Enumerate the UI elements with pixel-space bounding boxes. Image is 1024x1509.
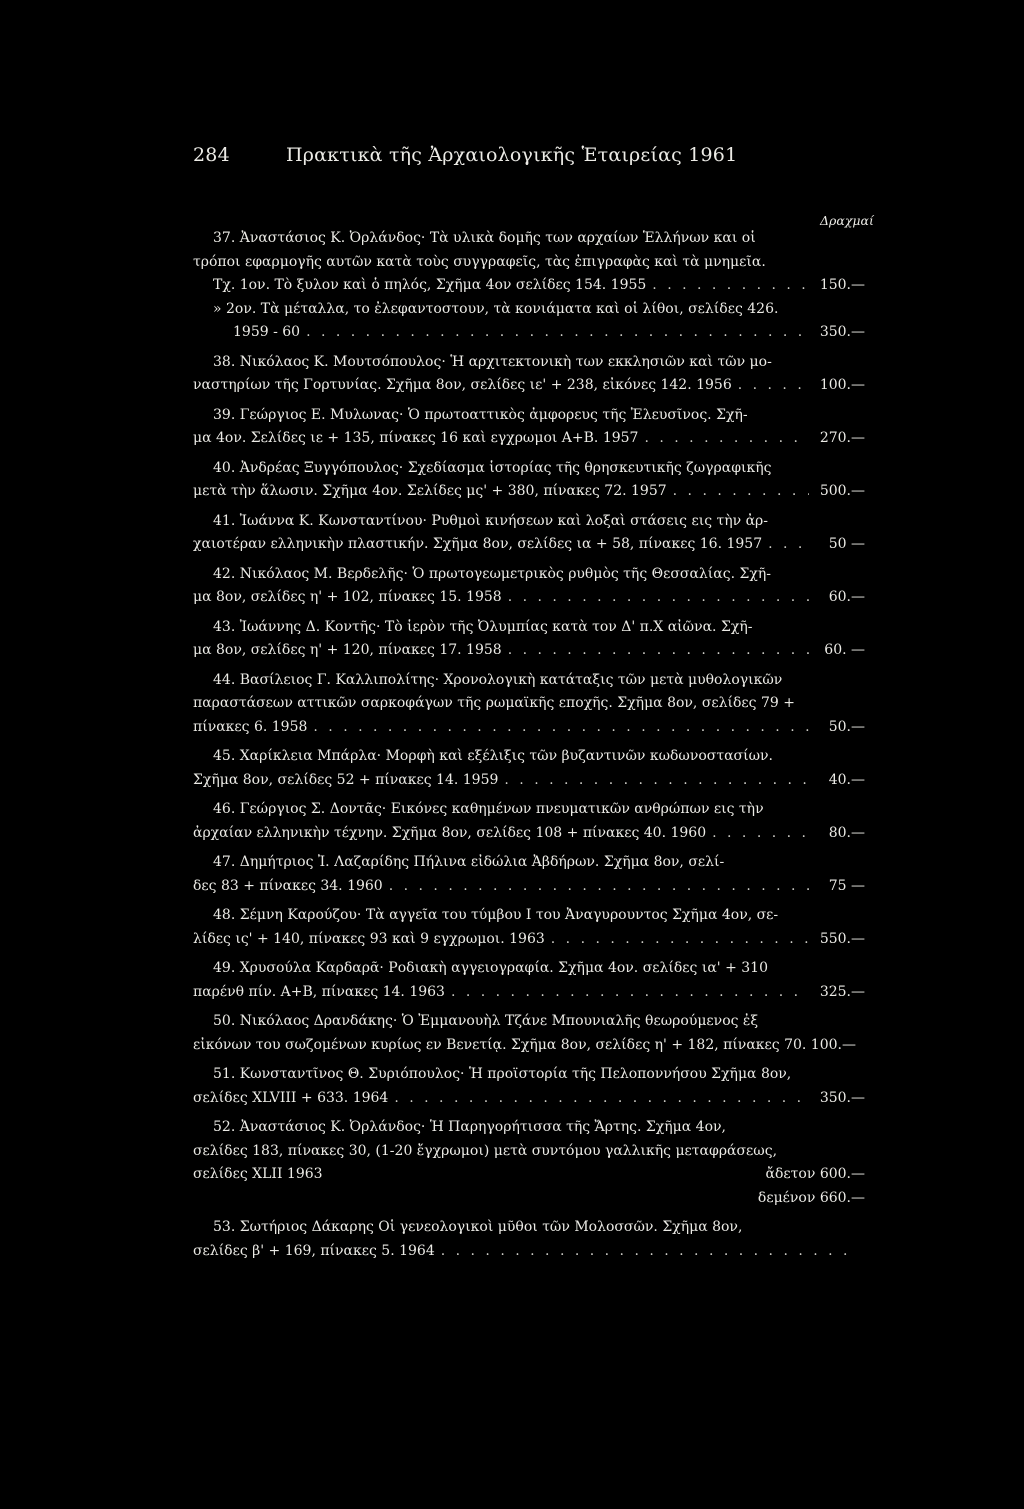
entry-line	[193, 427, 865, 451]
entry-line	[193, 274, 865, 298]
dot-leader	[313, 716, 809, 740]
entry-line	[193, 374, 865, 398]
entry-text: 47. Δημήτριος Ἰ. Λαζαρίδης Πήλινα εἰδώλια Ἀβδήρων. Σχῆμα 8ον, σελί-	[213, 854, 725, 870]
entry-price: 80.—	[828, 824, 865, 841]
catalogue-entry	[193, 1216, 865, 1263]
entry-text: 46. Γεώργιος Σ. Δοντᾶς· Εικόνες καθημένων πνευματικῶν ανθρώπων εις τὴν	[213, 801, 764, 817]
entry-text: 45. Χαρίκλεια Μπάρλα· Μορφὴ καὶ εξέλιξις τῶν βυζαντινῶν κωδωνοστασίων.	[213, 748, 773, 764]
entry-text: δες 83 + πίνακες 34. 1960	[193, 877, 383, 894]
dot-leader	[389, 875, 809, 899]
catalogue-entry	[193, 227, 865, 345]
entry-line	[193, 769, 865, 793]
entry-line	[193, 1010, 865, 1034]
dot-leader	[451, 981, 809, 1005]
entry-line	[193, 822, 865, 846]
entry-line	[193, 227, 865, 251]
entry-text: 37. Ἀναστάσιος Κ. Ὀρλάνδος· Τὰ υλικὰ δομῆς των αρχαίων Ἑλλήνων και οἱ	[213, 230, 756, 246]
entry-line	[193, 404, 865, 428]
dot-leader	[504, 769, 809, 793]
entry-line	[193, 669, 865, 693]
entry-price: 75 —	[828, 877, 865, 894]
entry-line	[193, 510, 865, 534]
entry-text: 42. Νικόλαος Μ. Βερδελῆς· Ὁ πρωτογεωμετρικὸς ρυθμὸς τῆς Θεσσαλίας. Σχῆ-	[213, 565, 771, 582]
entry-text: πίνακες 6. 1958	[193, 718, 308, 735]
entry-text: Σχῆμα 8ον, σελίδες 52 + πίνακες 14. 1959	[193, 771, 499, 788]
entry-text: χαιοτέραν ελληνικὴν πλαστικήν. Σχῆμα 8ον, σελίδες ια + 58, πίνακες 16. 1957	[193, 536, 763, 552]
entry-line	[193, 1187, 865, 1211]
entry-price: 50 —	[828, 536, 865, 552]
entry-text: 48. Σέμνη Καρούζου· Τὰ αγγεῖα του τύμβου Ι του Ἀναγυρουντος Σχῆμα 4ον, σε-	[213, 907, 779, 923]
entry-line	[193, 875, 865, 899]
entry-text: 44. Βασίλειος Γ. Καλλιπολίτης· Χρονολογικὴ κατάταξις τῶν μετὰ μυθολογικῶν	[213, 671, 783, 688]
entry-line	[193, 298, 865, 322]
entry-text: ναστηρίων τῆς Γορτυνίας. Σχῆμα 8ον, σελίδες ιε' + 238, εἰκόνες 142. 1956	[193, 377, 732, 393]
dot-leader	[738, 374, 809, 398]
entry-price: 550.—	[819, 930, 865, 947]
entry-text: 50. Νικόλαος Δρανδάκης· Ὁ Ἐμμανουὴλ Τζάνε Μπουνιαλῆς θεωρούμενος ἐξ	[213, 1013, 759, 1029]
entry-price: 325.—	[819, 983, 865, 1000]
dot-leader	[644, 427, 809, 451]
entry-price: 40.—	[828, 771, 865, 788]
entry-price: 350.—	[819, 1089, 865, 1106]
catalogue-entry	[193, 351, 865, 398]
entry-price: 100.—	[819, 377, 865, 393]
catalogue-entry	[193, 1116, 865, 1210]
entry-line	[193, 745, 865, 769]
entry-text: 49. Χρυσούλα Καρδαρᾶ· Ροδιακὴ αγγειογραφία. Σχῆμα 4ον. σελίδες ια' + 310	[213, 960, 768, 976]
entry-line	[193, 1163, 865, 1187]
entry-text: τρόποι εφαρμογῆς αυτῶν κατὰ τοὺς συγγραφεῖς, τὰς ἐπιγραφὰς καὶ τὰ μνημεῖα.	[193, 253, 766, 270]
catalogue-entry	[193, 616, 865, 663]
entry-price: 500.—	[819, 483, 865, 499]
dot-leader	[508, 639, 809, 663]
entry-line	[193, 1216, 865, 1240]
catalogue-list	[193, 227, 865, 1269]
dot-leader	[673, 480, 809, 504]
entry-text: 41. Ἰωάννα Κ. Κωνσταντίνου· Ρυθμοὶ κινήσεων καὶ λοξαὶ στάσεις εις τὴν ἀρ-	[213, 512, 768, 529]
entry-text: σελίδες XLII 1963	[193, 1166, 323, 1182]
catalogue-entry	[193, 798, 865, 845]
page-number: 284	[193, 144, 230, 166]
entry-line	[193, 563, 865, 587]
entry-price: 60.—	[828, 589, 865, 605]
dot-leader	[551, 928, 809, 952]
entry-line	[193, 851, 865, 875]
catalogue-entry	[193, 669, 865, 740]
entry-text: 52. Ἀναστάσιος Κ. Ὀρλάνδος· Ἡ Παρηγορήτισσα τῆς Ἄρτης. Σχῆμα 4ον,	[213, 1119, 726, 1135]
dot-leader	[441, 1240, 859, 1264]
entry-line	[193, 716, 865, 740]
entry-text: 39. Γεώργιος Ε. Μυλωνας· Ὁ πρωτοαττικὸς ἀμφορευς τῆς Ἐλευσῖνος. Σχῆ-	[213, 406, 748, 423]
dot-leader	[652, 274, 809, 298]
entry-text: Τχ. 1ον. Τὸ ξυλον καὶ ὁ πηλός, Σχῆμα 4ον σελίδες 154. 1955	[213, 277, 647, 293]
entry-line	[193, 798, 865, 822]
catalogue-entry	[193, 851, 865, 898]
entry-text: 53. Σωτήριος Δάκαρης Οἱ γενεολογικοὶ μῦθοι τῶν Μολοσσῶν. Σχῆμα 8ον,	[213, 1219, 743, 1235]
entry-text: 40. Ἀνδρέας Ξυγγόπουλος· Σχεδίασμα ἱστορίας τῆς θρησκευτικῆς ζωγραφικῆς	[213, 459, 772, 476]
entry-price: 60. —	[824, 642, 865, 658]
catalogue-entry	[193, 563, 865, 610]
entry-text: 51. Κωνσταντῖνος Θ. Συριόπουλος· Ἡ προϊστορία τῆς Πελοποννήσου Σχῆμα 8ον,	[213, 1066, 792, 1082]
entry-price: δεμένον 660.—	[757, 1189, 865, 1206]
entry-text: μα 4ον. Σελίδες ιε + 135, πίνακες 16 καὶ εγχρωμοι Α+Β. 1957	[193, 430, 639, 446]
catalogue-entry	[193, 510, 865, 557]
entry-line	[193, 586, 865, 610]
entry-text: σελίδες 183, πίνακες 30, (1-20 ἔγχρωμοι) μετὰ συντόμου γαλλικῆς μεταφράσεως,	[193, 1142, 778, 1159]
entry-text: παρένθ πίν. Α+Β, πίνακες 14. 1963	[193, 983, 445, 1000]
entry-text: 38. Νικόλαος Κ. Μουτσόπουλος· Ἡ αρχιτεκτονικὴ των εκκλησιῶν καὶ τῶν μο-	[213, 353, 772, 370]
entry-text: παραστάσεων αττικῶν σαρκοφάγων τῆς ρωμαϊκῆς εποχῆς. Σχῆμα 8ον, σελίδες 79 +	[193, 695, 795, 711]
entry-line	[193, 351, 865, 375]
entry-text: 1959 - 60	[233, 324, 301, 340]
entry-line	[193, 981, 865, 1005]
entry-line	[193, 1140, 865, 1164]
catalogue-entry	[193, 904, 865, 951]
entry-line	[193, 639, 865, 663]
entry-line	[193, 957, 865, 981]
dot-leader	[712, 822, 809, 846]
entry-line	[193, 533, 865, 557]
entry-line	[193, 904, 865, 928]
entry-price: ἄδετον 600.—	[765, 1166, 865, 1182]
catalogue-entry	[193, 745, 865, 792]
dot-leader	[306, 321, 809, 345]
catalogue-entry	[193, 1063, 865, 1110]
entry-line	[193, 1063, 865, 1087]
entry-line	[193, 251, 865, 275]
entry-line	[193, 321, 865, 345]
entry-text: εἰκόνων του σωζομένων κυρίως εν Βενετίᾳ. Σχῆμα 8ον, σελίδες η' + 182, πίνακες 70. 100.—	[193, 1036, 856, 1053]
entry-text: ἀρχαίαν ελληνικὴν τέχνην. Σχῆμα 8ον, σελίδες 108 + πίνακες 40. 1960	[193, 824, 707, 841]
entry-text: » 2ον. Τὰ μέταλλα, το ἐλεφαντοστουν, τὰ κονιάματα καὶ οἱ λίθοι, σελίδες 426.	[213, 300, 779, 317]
entry-text: μα 8ον, σελίδες η' + 102, πίνακες 15. 1958	[193, 589, 502, 605]
entry-line	[193, 1240, 865, 1264]
catalogue-entry	[193, 1010, 865, 1057]
entry-text: μα 8ον, σελίδες η' + 120, πίνακες 17. 1958	[193, 642, 502, 658]
entry-price: 350.—	[819, 324, 865, 340]
entry-text: σελίδες β' + 169, πίνακες 5. 1964	[193, 1242, 435, 1259]
entry-price: 50.—	[828, 718, 865, 735]
entry-line	[193, 616, 865, 640]
dot-leader	[508, 586, 809, 610]
entry-line	[193, 1116, 865, 1140]
entry-text: 43. Ἰωάννης Δ. Κοντῆς· Τὸ ἱερὸν τῆς Ὀλυμπίας κατὰ τον Δ' π.Χ αἰῶνα. Σχῆ-	[213, 618, 753, 635]
entry-line	[193, 480, 865, 504]
entry-line	[193, 457, 865, 481]
catalogue-entry	[193, 457, 865, 504]
entry-line	[193, 1087, 865, 1111]
dot-leader	[394, 1087, 809, 1111]
entry-line	[193, 692, 865, 716]
entry-line	[193, 1034, 865, 1058]
running-title: Πρακτικὰ τῆς Ἀρχαιολογικῆς Ἑταιρείας 1961	[286, 144, 738, 166]
catalogue-entry	[193, 404, 865, 451]
dot-leader	[768, 533, 809, 557]
entry-price: 270.—	[819, 430, 865, 446]
catalogue-entry	[193, 957, 865, 1004]
entry-text: σελίδες XLVIII + 633. 1964	[193, 1089, 389, 1106]
entry-line	[193, 928, 865, 952]
entry-text: λίδες ις' + 140, πίνακες 93 καὶ 9 εγχρωμοι. 1963	[193, 930, 545, 947]
price-column-label: Δραχμαί	[820, 213, 874, 228]
entry-text: μετὰ τὴν ἅλωσιν. Σχῆμα 4ον. Σελίδες μς' + 380, πίνακες 72. 1957	[193, 483, 667, 499]
entry-price: 150.—	[819, 277, 865, 293]
